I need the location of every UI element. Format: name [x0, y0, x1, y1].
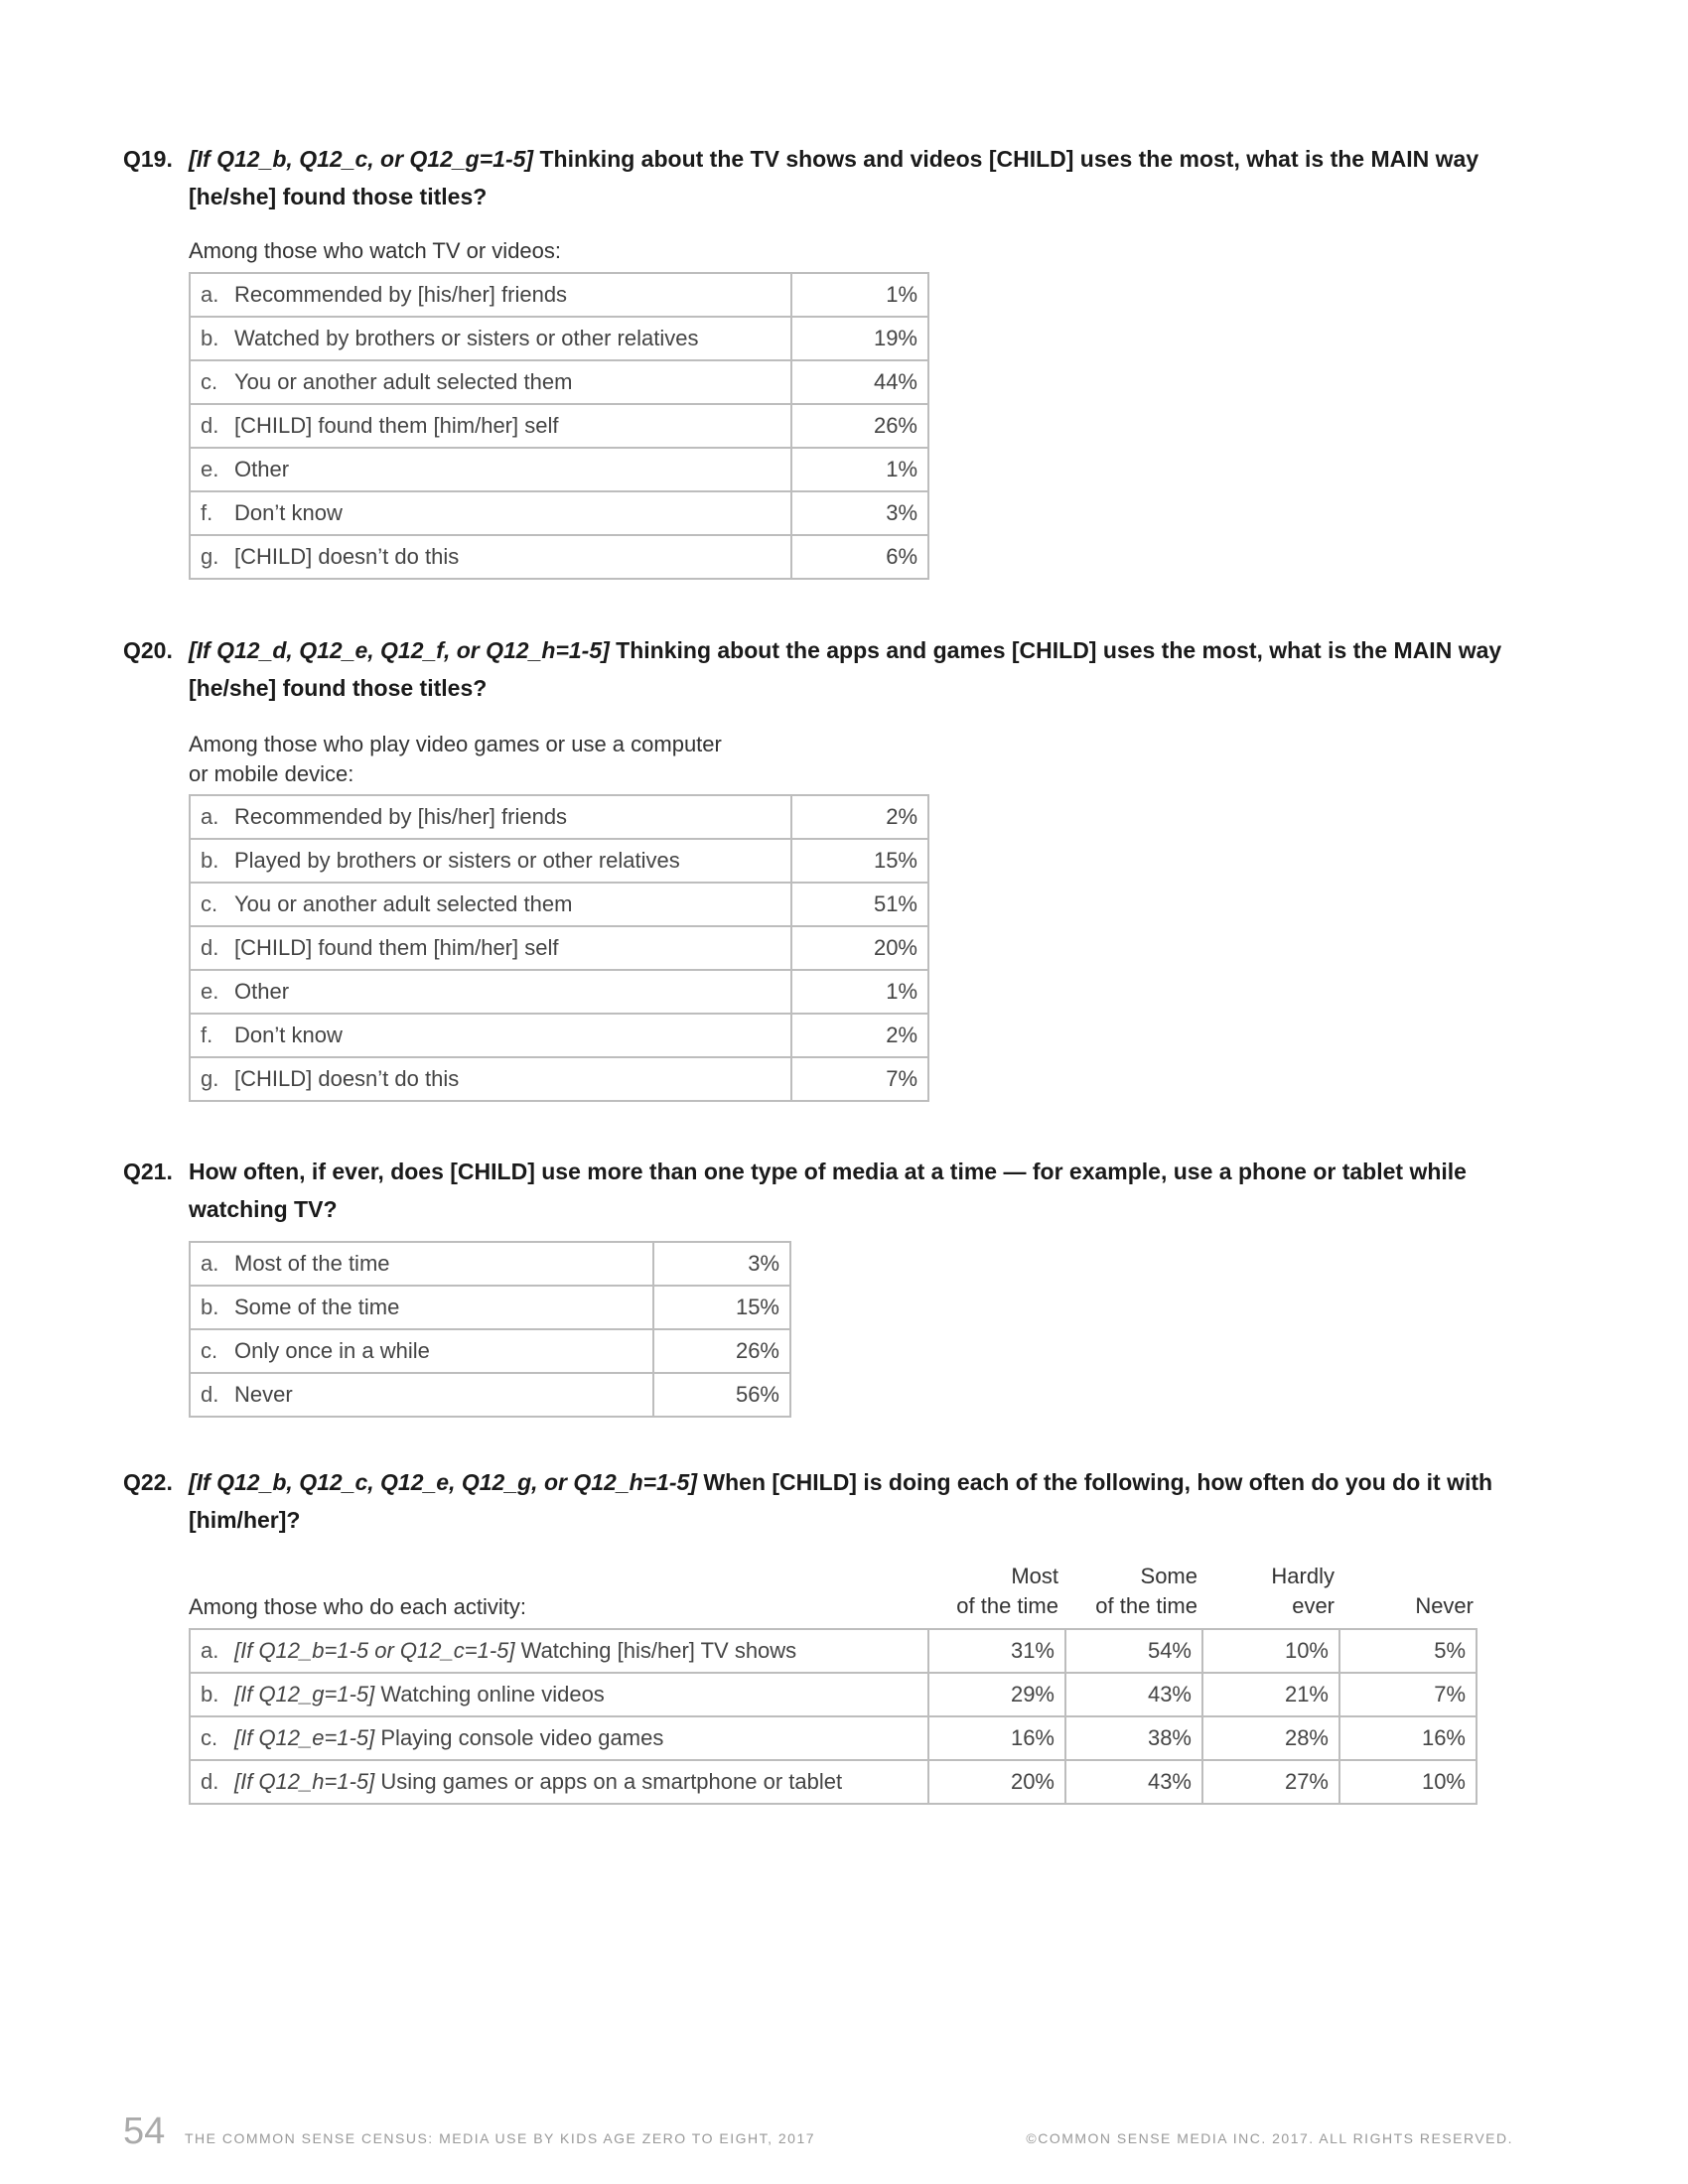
row-label: Recommended by [his/her] friends	[234, 804, 568, 829]
row-letter: b.	[201, 326, 219, 350]
q19-row	[190, 360, 928, 404]
q19-row-value: 26%	[791, 404, 928, 448]
q19-question	[123, 140, 1513, 215]
q19-row-label-cell	[190, 273, 791, 317]
q19-question-text: Thinking about the TV shows and videos [CHILD] uses the most, what is the MAIN way [he/she] found those titles?	[189, 146, 1479, 209]
row-label: Don’t know	[234, 1023, 343, 1047]
q22-col-header-never	[1344, 1562, 1474, 1621]
row-condition: [If Q12_h=1-5]	[234, 1769, 375, 1794]
q19-row-label-cell	[190, 448, 791, 491]
q19-row-value: 3%	[791, 491, 928, 535]
row-letter: b.	[201, 848, 219, 873]
q21-question	[123, 1153, 1513, 1228]
q22-col-header-some	[1068, 1562, 1197, 1621]
row-letter: a.	[201, 1638, 219, 1663]
row-letter: d.	[201, 935, 219, 960]
q22-row-value: 38%	[1065, 1716, 1202, 1760]
q21-row-value: 15%	[653, 1286, 790, 1329]
q19-row	[190, 404, 928, 448]
q22-row	[190, 1760, 1477, 1804]
q22-row-value: 43%	[1065, 1760, 1202, 1804]
q20-row-label-cell	[190, 795, 791, 839]
q19-row	[190, 273, 928, 317]
q19-row	[190, 535, 928, 579]
row-letter: g.	[201, 544, 219, 569]
q21-row	[190, 1373, 790, 1417]
q22-row	[190, 1716, 1477, 1760]
q22-row-value: 54%	[1065, 1629, 1202, 1673]
q20-row	[190, 926, 928, 970]
q22-row-value: 20%	[928, 1760, 1065, 1804]
row-label: [CHILD] found them [him/her] self	[234, 413, 559, 438]
q22-row-label-cell	[190, 1673, 928, 1716]
row-letter: a.	[201, 282, 219, 307]
q22-col-header-hardly	[1205, 1562, 1335, 1621]
q22-question-text: When [CHILD] is doing each of the following, how often do you do it with [him/her]?	[189, 1469, 1493, 1533]
q19-row-label-cell	[190, 535, 791, 579]
row-letter: d.	[201, 1769, 219, 1794]
q22-col-header-never-line1	[1344, 1562, 1474, 1591]
q20-row-value: 1%	[791, 970, 928, 1014]
q22-row-value: 16%	[928, 1716, 1065, 1760]
row-label: You or another adult selected them	[234, 369, 573, 394]
q19-condition: [If Q12_b, Q12_c, or Q12_g=1-5]	[189, 146, 534, 172]
row-letter: d.	[201, 413, 219, 438]
q20-row	[190, 839, 928, 883]
q19-row-label-cell	[190, 404, 791, 448]
q20-intro	[189, 730, 722, 789]
q19-row-label-cell	[190, 317, 791, 360]
row-letter: c.	[201, 1725, 218, 1750]
q21-row-value: 26%	[653, 1329, 790, 1373]
row-label: Played by brothers or sisters or other relatives	[234, 848, 680, 873]
row-letter: b.	[201, 1295, 219, 1319]
q20-condition: [If Q12_d, Q12_e, Q12_f, or Q12_h=1-5]	[189, 637, 610, 663]
q21-row	[190, 1286, 790, 1329]
q19-row-value: 19%	[791, 317, 928, 360]
q19-number: Q19.	[123, 146, 173, 172]
row-label: Other	[234, 457, 290, 481]
row-label: Recommended by [his/her] friends	[234, 282, 568, 307]
row-label: [CHILD] doesn’t do this	[234, 544, 460, 569]
footer-report-title: THE COMMON SENSE CENSUS: MEDIA USE BY KIDS AGE ZERO TO EIGHT, 2017	[185, 2130, 816, 2146]
q22-row-value: 29%	[928, 1673, 1065, 1716]
q20-row	[190, 1057, 928, 1101]
q19-intro: Among those who watch TV or videos:	[189, 238, 562, 263]
row-label: Other	[234, 979, 290, 1004]
row-condition: [If Q12_g=1-5]	[234, 1682, 375, 1706]
q21-table	[189, 1241, 791, 1418]
q21-question-text: How often, if ever, does [CHILD] use more than one type of media at a time — for example, use a phone or tablet while watching TV?	[189, 1159, 1467, 1222]
q20-row	[190, 970, 928, 1014]
q20-text	[189, 631, 1513, 707]
q19-row	[190, 448, 928, 491]
q22-col-header-hardly-line1: Hardly	[1271, 1564, 1335, 1588]
row-letter: f.	[201, 500, 213, 525]
q19-row-label-cell	[190, 491, 791, 535]
q21-row	[190, 1329, 790, 1373]
row-label: Watching [his/her] TV shows	[514, 1638, 797, 1663]
row-label: Only once in a while	[234, 1338, 430, 1363]
q19-row-value: 44%	[791, 360, 928, 404]
row-label: You or another adult selected them	[234, 891, 573, 916]
q20-row-label-cell	[190, 970, 791, 1014]
q20-row-value: 20%	[791, 926, 928, 970]
q20-row-label-cell	[190, 1057, 791, 1101]
q20-row-value: 2%	[791, 795, 928, 839]
q22-row-value: 10%	[1339, 1760, 1477, 1804]
row-letter: c.	[201, 369, 218, 394]
q22-col-header-most-line1: Most	[1011, 1564, 1058, 1588]
row-condition: [If Q12_b=1-5 or Q12_c=1-5]	[234, 1638, 515, 1663]
q22-row-value: 5%	[1339, 1629, 1477, 1673]
q22-row	[190, 1673, 1477, 1716]
q21-row	[190, 1242, 790, 1286]
q21-row-value: 56%	[653, 1373, 790, 1417]
row-label: [CHILD] doesn’t do this	[234, 1066, 460, 1091]
q20-question-text: Thinking about the apps and games [CHILD] uses the most, what is the MAIN way [he/she] found those titles?	[189, 637, 1502, 701]
q20-row-label-cell	[190, 1014, 791, 1057]
row-label: Watched by brothers or sisters or other relatives	[234, 326, 699, 350]
row-letter: g.	[201, 1066, 219, 1091]
q22-condition: [If Q12_b, Q12_c, Q12_e, Q12_g, or Q12_h=1-5]	[189, 1469, 697, 1495]
q22-row-value: 21%	[1202, 1673, 1339, 1716]
footer-copyright: ©COMMON SENSE MEDIA INC. 2017. ALL RIGHTS RESERVED.	[1026, 2130, 1513, 2146]
q20-row-label-cell	[190, 839, 791, 883]
row-letter: f.	[201, 1023, 213, 1047]
q21-row-label-cell	[190, 1329, 653, 1373]
row-condition: [If Q12_e=1-5]	[234, 1725, 375, 1750]
q19-row-value: 1%	[791, 273, 928, 317]
q19-table	[189, 272, 929, 580]
page-number: 54	[123, 2111, 166, 2152]
row-label: Using games or apps on a smartphone or tablet	[374, 1769, 843, 1794]
row-label: Some of the time	[234, 1295, 400, 1319]
row-label: Don’t know	[234, 500, 343, 525]
q20-table	[189, 794, 929, 1102]
q20-intro-line2: or mobile device:	[189, 761, 354, 786]
q20-row	[190, 1014, 928, 1057]
q22-table	[189, 1628, 1477, 1805]
row-letter: c.	[201, 891, 218, 916]
q22-row-value: 28%	[1202, 1716, 1339, 1760]
q20-row	[190, 795, 928, 839]
q20-intro-line1: Among those who play video games or use a computer	[189, 732, 722, 756]
q19-text	[189, 140, 1513, 215]
q20-row	[190, 883, 928, 926]
q20-row-label-cell	[190, 883, 791, 926]
q22-col-header-some-line1: Some	[1140, 1564, 1197, 1588]
q19-row-value: 1%	[791, 448, 928, 491]
row-letter: c.	[201, 1338, 218, 1363]
q19-row	[190, 317, 928, 360]
q22-row-label-cell	[190, 1716, 928, 1760]
row-letter: e.	[201, 979, 219, 1004]
q22-col-header-most	[929, 1562, 1058, 1621]
q20-row-value: 15%	[791, 839, 928, 883]
q22-row-label-cell	[190, 1629, 928, 1673]
q21-row-label-cell	[190, 1242, 653, 1286]
q22-row-value: 10%	[1202, 1629, 1339, 1673]
q21-number: Q21.	[123, 1159, 173, 1184]
q20-row-label-cell	[190, 926, 791, 970]
row-letter: b.	[201, 1682, 219, 1706]
q22-row-value: 7%	[1339, 1673, 1477, 1716]
q20-row-value: 7%	[791, 1057, 928, 1101]
row-letter: a.	[201, 1251, 219, 1276]
row-letter: e.	[201, 457, 219, 481]
row-label: Playing console video games	[374, 1725, 664, 1750]
row-label: Most of the time	[234, 1251, 390, 1276]
q19-row-value: 6%	[791, 535, 928, 579]
q22-row-value: 43%	[1065, 1673, 1202, 1716]
q22-col-header-hardly-line2: ever	[1292, 1593, 1335, 1618]
q20-row-value: 51%	[791, 883, 928, 926]
q22-question	[123, 1463, 1513, 1539]
row-label: Watching online videos	[374, 1682, 605, 1706]
q21-row-value: 3%	[653, 1242, 790, 1286]
q19-row	[190, 491, 928, 535]
q22-text	[189, 1463, 1513, 1539]
q22-row-value: 31%	[928, 1629, 1065, 1673]
q21-row-label-cell	[190, 1286, 653, 1329]
q22-intro: Among those who do each activity:	[189, 1594, 526, 1619]
q19-row-label-cell	[190, 360, 791, 404]
q20-number: Q20.	[123, 637, 173, 663]
q22-row	[190, 1629, 1477, 1673]
q22-row-label-cell	[190, 1760, 928, 1804]
q20-row-value: 2%	[791, 1014, 928, 1057]
q22-row-value: 27%	[1202, 1760, 1339, 1804]
q20-question	[123, 631, 1513, 707]
row-letter: d.	[201, 1382, 219, 1407]
q22-col-header-never-line2: Never	[1415, 1593, 1474, 1618]
row-letter: a.	[201, 804, 219, 829]
q21-row-label-cell	[190, 1373, 653, 1417]
page-footer	[123, 2111, 1513, 2160]
q22-number: Q22.	[123, 1469, 173, 1495]
row-label: Never	[234, 1382, 293, 1407]
q22-col-header-some-line2: of the time	[1095, 1593, 1197, 1618]
q22-row-value: 16%	[1339, 1716, 1477, 1760]
row-label: [CHILD] found them [him/her] self	[234, 935, 559, 960]
q22-col-header-most-line2: of the time	[956, 1593, 1058, 1618]
